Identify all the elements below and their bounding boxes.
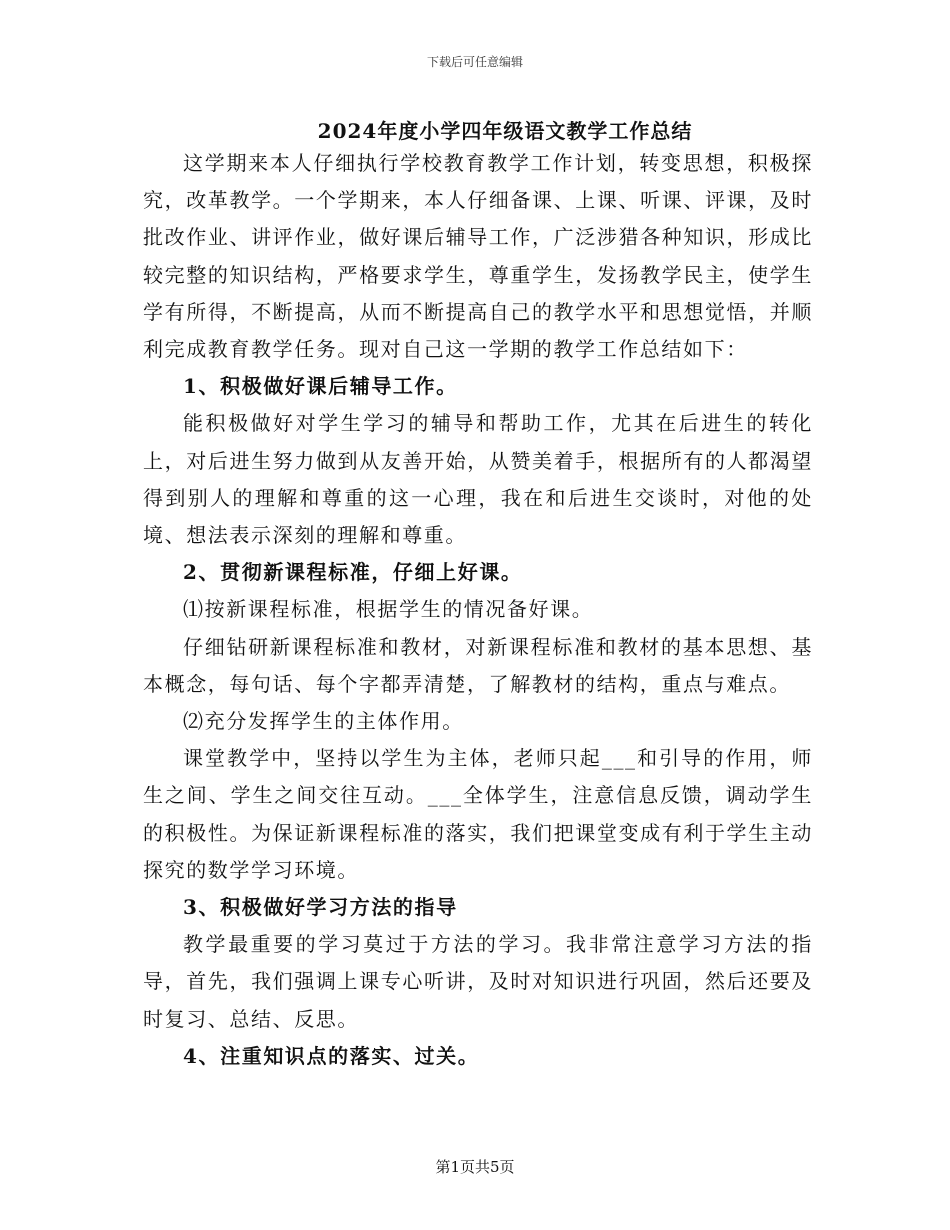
section-3-heading: 3、积极做好学习方法的指导: [183, 895, 458, 920]
document-title: 2024年度小学四年级语文教学工作总结: [317, 119, 693, 143]
section-1-paragraph: 能积极做好对学生学习的辅导和帮助工作，尤其在后进生的转化上，对后进生努力做到从友善开始，从赞美着手，根据所有的人都渴望得到别人的理解和尊重的这一心理，我在和后进生交谈时，对他的处境、想法表示深刻的理解和尊重。: [143, 411, 813, 548]
section-2-paragraph-1: 仔细钻研新课程标准和教材，对新课程标准和教材的基本思想、基本概念，每句话、每个字都弄清楚，了解教材的结构，重点与难点。: [143, 634, 813, 696]
document-body: [143, 145, 813, 1075]
section-3-paragraph: 教学最重要的学习莫过于方法的学习。我非常注意学习方法的指导，首先，我们强调上课专心听讲，及时对知识进行巩固，然后还要及时复习、总结、反思。: [143, 932, 813, 1031]
section-2-paragraph-2: 课堂教学中，坚持以学生为主体，老师只起___和引导的作用，师生之间、学生之间交往互动。___全体学生，注意信息反馈，调动学生的积极性。为保证新课程标准的落实，我们把课堂变成有利于学生主动探究的数学学习环境。: [143, 746, 813, 882]
page-number-footer: 第1页共5页: [435, 1158, 515, 1176]
intro-paragraph: 这学期来本人仔细执行学校教育教学工作计划，转变思想，积极探究，改革教学。一个学期来，本人仔细备课、上课、听课、评课，及时批改作业、讲评作业，做好课后辅导工作，广泛涉猎各种知识，形成比较完整的知识结构，严格要求学生，尊重学生，发扬教学民主，使学生学有所得，不断提高，从而不断提高自己的教学水平和思想觉悟，并顺利完成教育教学任务。现对自己这一学期的教学工作总结如下：: [143, 151, 813, 362]
section-2-heading: 2、贯彻新课程标准，仔细上好课。: [183, 560, 523, 585]
section-2-subheading-1: ⑴按新课程标准，根据学生的情况备好课。: [183, 597, 594, 622]
section-2-subheading-2: ⑵充分发挥学生的主体作用。: [183, 709, 464, 734]
section-4-heading: 4、注重知识点的落实、过关。: [183, 1043, 480, 1068]
page-header-note: 下载后可任意编辑: [426, 55, 523, 69]
section-1-heading: 1、积极做好课后辅导工作。: [183, 374, 458, 399]
